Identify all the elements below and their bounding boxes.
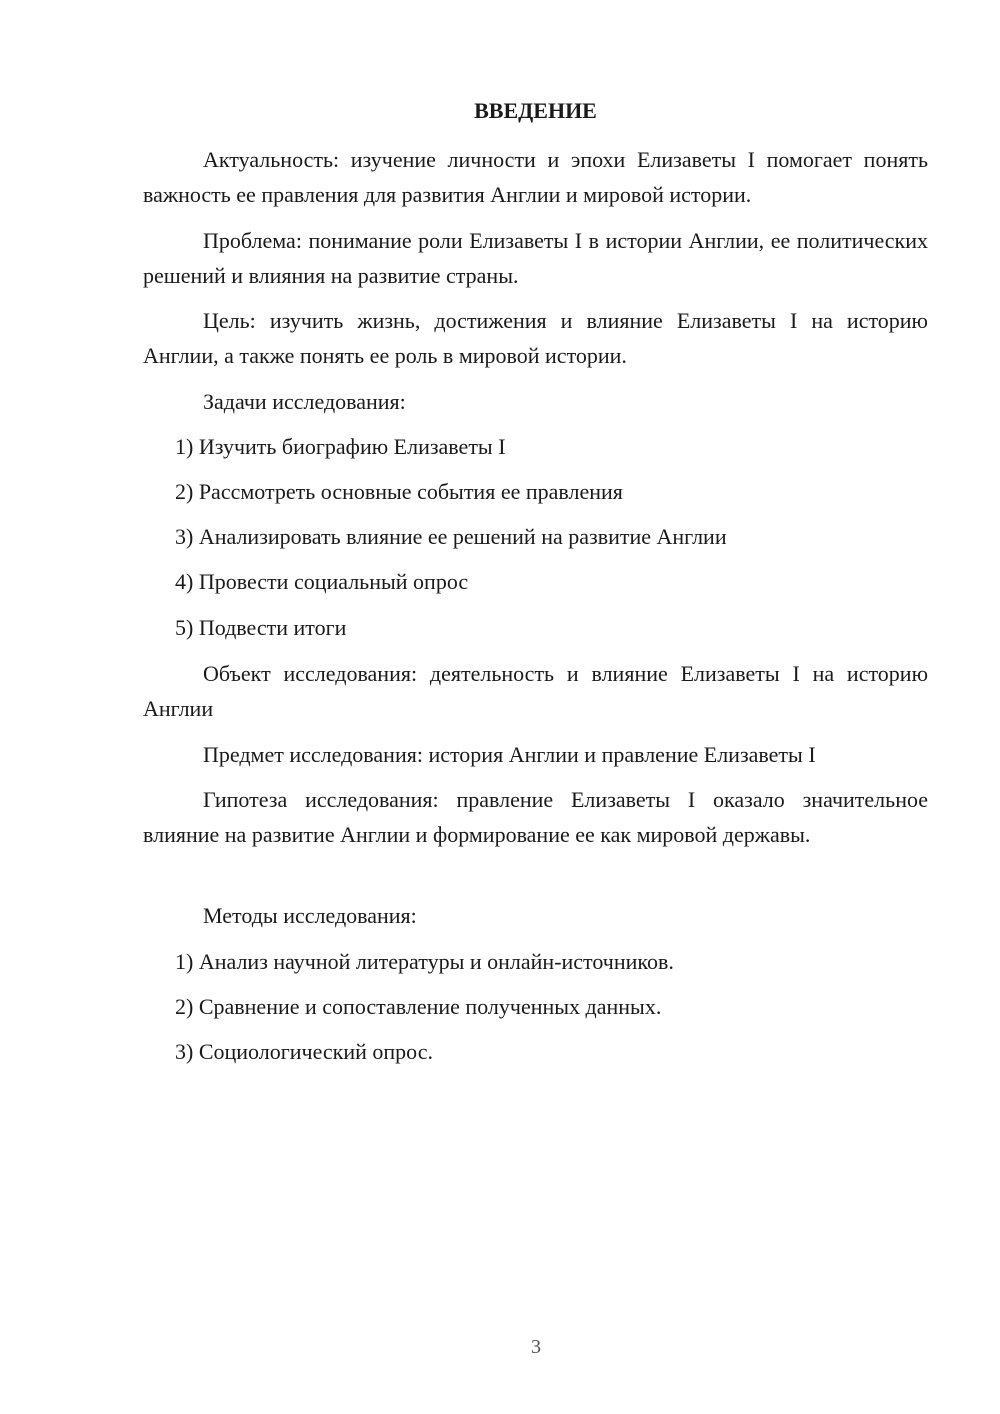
object-paragraph: Объект исследования: деятельность и влияние Елизаветы I на историю Англии bbox=[143, 661, 928, 721]
subject-paragraph: Предмет исследования: история Англии и правление Елизаветы I bbox=[203, 742, 816, 767]
problem-paragraph: Проблема: понимание роли Елизаветы I в истории Англии, ее политических решений и влияния на развитие страны. bbox=[143, 228, 928, 288]
method-item: 1) Анализ научной литературы и онлайн-источников. bbox=[175, 949, 674, 974]
tasks-heading: Задачи исследования: bbox=[203, 389, 406, 414]
goal-paragraph: Цель: изучить жизнь, достижения и влияние Елизаветы I на историю Англии, а также понять ее роль в мировой истории. bbox=[143, 308, 928, 368]
task-item: 5) Подвести итоги bbox=[175, 615, 347, 640]
relevance-paragraph: Актуальность: изучение личности и эпохи Елизаветы I помогает понять важность ее правления для развития Англии и мировой истории. bbox=[143, 147, 928, 207]
section-title: ВВЕДЕНИЕ bbox=[474, 98, 597, 123]
task-item: 1) Изучить биографию Елизаветы I bbox=[175, 434, 506, 459]
task-item: 4) Провести социальный опрос bbox=[175, 569, 469, 594]
task-item: 2) Рассмотреть основные события ее правления bbox=[175, 479, 623, 504]
method-item: 2) Сравнение и сопоставление полученных данных. bbox=[175, 994, 662, 1019]
methods-heading: Методы исследования: bbox=[203, 903, 417, 928]
task-item: 3) Анализировать влияние ее решений на развитие Англии bbox=[175, 524, 727, 549]
hypothesis-paragraph: Гипотеза исследования: правление Елизаветы I оказало значительное влияние на развитие Англии и формирование ее как мировой державы. bbox=[143, 787, 928, 847]
method-item: 3) Социологический опрос. bbox=[175, 1039, 433, 1064]
page-number: 3 bbox=[531, 1336, 541, 1358]
